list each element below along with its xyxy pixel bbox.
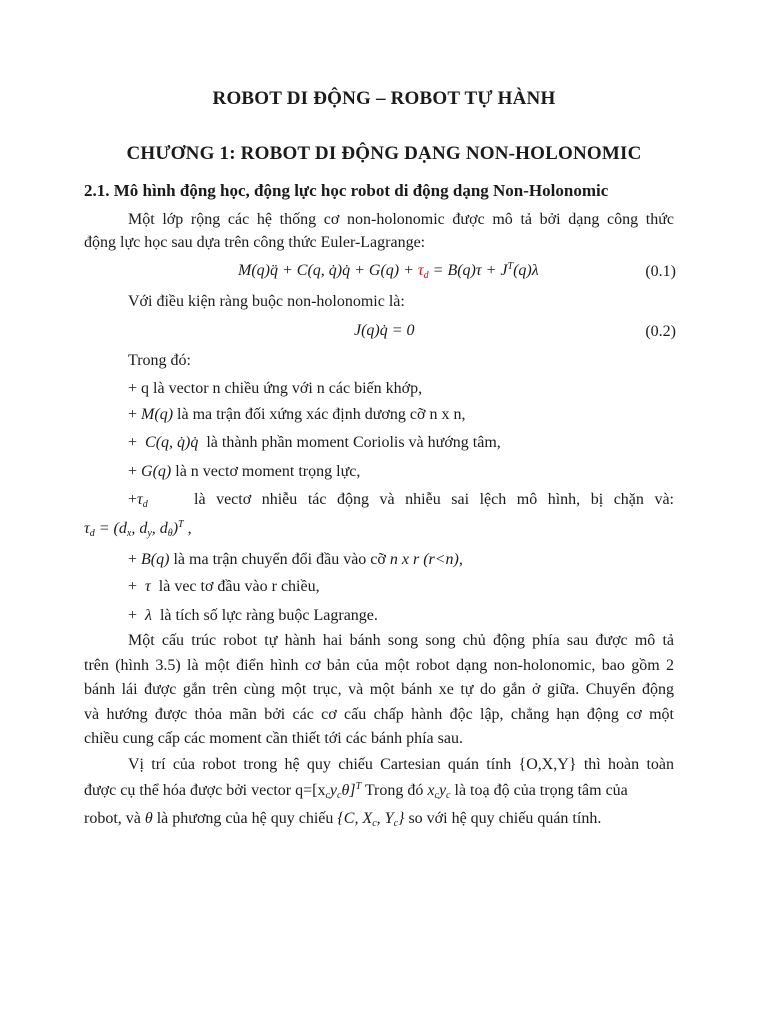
where-item-tau: + τ là vec tơ đầu vào r chiều, xyxy=(128,578,320,595)
para4-line2: được cụ thể hóa được bởi vector $q=[x_cy_c\theta]^T$ Trong đó $x_cy_c$ là toạ độ của trọng tâm của xyxy=(84,781,628,801)
equation-0-1-number: (0.1) xyxy=(645,263,676,280)
equation-0-2: J(q)q̇ = 0 xyxy=(354,322,415,339)
para1-line2: động lực học sau dựa trên công thức Euler-Lagrange: xyxy=(84,234,426,251)
chapter-title: CHƯƠNG 1: ROBOT DI ĐỘNG DẠNG NON-HOLONOMIC xyxy=(126,143,642,164)
para2-text: Với điều kiện ràng buộc non-holonomic là: xyxy=(128,293,405,310)
para3-line5: chiều cung cấp các moment cần thiết tới các bánh phía sau. xyxy=(84,730,463,747)
tau-d-symbol: $\tau_d$ xyxy=(417,262,429,281)
where-item-M: + M(q) là ma trận đối xứng xác định dương cỡ n x n, xyxy=(128,406,466,423)
where-item-G: + G(q) là n vectơ moment trọng lực, xyxy=(128,463,361,480)
where-item-C: + C(q, q̇)q̇ là thành phần moment Coriolis và hướng tâm, xyxy=(128,434,501,451)
para4-line1: Vị trí của robot trong hệ quy chiếu Cartesian quán tính {O,X,Y} thì hoàn toàn xyxy=(128,756,674,773)
equation-0-1: M(q)q̈ + C(q, q̇)q̇ + $G(q) + \tau_d = B(q)\tau + J^T(q)\lambda$ xyxy=(238,261,539,281)
tau-d-definition: $\tau_d = (d_x$, $d_y$, $d_\theta)^T$ , xyxy=(84,519,192,539)
equation-0-2-number: (0.2) xyxy=(645,323,676,340)
para4-line3: robot, và θ là phương của hệ quy chiếu {C, $X_c$, $Y_c$} so với hệ quy chiếu quán tính. xyxy=(84,810,602,829)
para3-line3: bánh lái được gắn trên cùng một trục, và một bánh xe tự do gắn ở giữa. Chuyển động xyxy=(84,681,674,698)
section-heading: 2.1. Mô hình động học, động lực học robot di động dạng Non-Holonomic xyxy=(84,181,609,200)
where-item-tau-d: $+\tau_d$ là vectơ nhiễu tác động và nhiễu sai lệch mô hình, bị chặn và: xyxy=(128,491,674,510)
where-intro: Trong đó: xyxy=(128,352,191,369)
where-item-q: + q là vector n chiều ứng với n các biến khớp, xyxy=(128,380,423,397)
where-item-B: + B(q) là ma trận chuyển đổi đầu vào cỡ n x r (r<n), xyxy=(128,551,463,568)
para1-line1: Một lớp rộng các hệ thống cơ non-holonomic được mô tả bởi dạng công thức xyxy=(128,211,674,228)
para3-line4: và hướng được thỏa mãn bởi các cơ cấu chấp hành độc lập, chẳng hạn động cơ một xyxy=(84,706,674,723)
para3-line1: Một cấu trúc robot tự hành hai bánh song song chủ động phía sau được mô tả xyxy=(128,632,674,649)
document-title: ROBOT DI ĐỘNG – ROBOT TỰ HÀNH xyxy=(212,88,556,109)
where-item-lambda: + λ là tích số lực ràng buộc Lagrange. xyxy=(128,607,378,624)
para3-line2: trên (hình 3.5) là một điển hình cơ bản của một robot dạng non-holonomic, bao gồm 2 xyxy=(84,657,674,674)
